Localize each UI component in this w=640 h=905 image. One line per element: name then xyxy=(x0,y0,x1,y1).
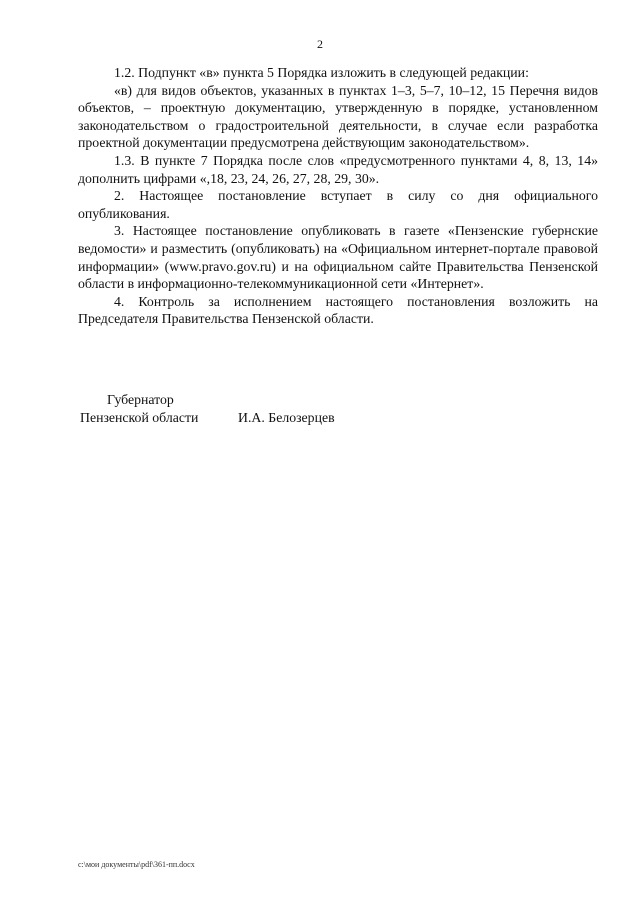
signature-title: Губернатор xyxy=(107,392,174,407)
paragraph-1-3: 1.3. В пункте 7 Порядка после слов «предусмотренного пунктами 4, 8, 13, 14» дополнить цифрами «,18, 23, 24, 26, 27, 28, 29, 30». xyxy=(78,152,598,186)
page-number: 2 xyxy=(317,37,323,51)
paragraph-quoted-subitem: «в) для видов объектов, указанных в пунктах 1–3, 5–7, 10–12, 15 Перечня видов объектов, – проектную документацию, утвержденную в порядке, установленном законодательством о градостроительной деятельности, в случае если разработка проектной документации предусмотрена действующим законодательством». xyxy=(78,82,598,151)
signature-name: И.А. Белозерцев xyxy=(238,410,335,425)
paragraph-4: 4. Контроль за исполнением настоящего постановления возложить на Председателя Правительства Пензенской области. xyxy=(78,293,598,327)
paragraph-3: 3. Настоящее постановление опубликовать в газете «Пензенские губернские ведомости» и разместить (опубликовать) на «Официальном интернет-портале правовой информации» (www.pravo.gov.ru) и на официальном сайте Правительства Пензенской области в информационно-телекоммуникационной сети «Интернет». xyxy=(78,223,598,292)
footer-file-path: c:\мои документы\pdf\361-пп.docx xyxy=(78,860,195,869)
paragraph-1-2: 1.2. Подпункт «в» пункта 5 Порядка изложить в следующей редакции: xyxy=(114,65,529,80)
document-body xyxy=(78,64,598,328)
signature-region: Пензенской области xyxy=(80,410,199,425)
paragraph-2: 2. Настоящее постановление вступает в силу со дня официального опубликования. xyxy=(78,188,598,221)
